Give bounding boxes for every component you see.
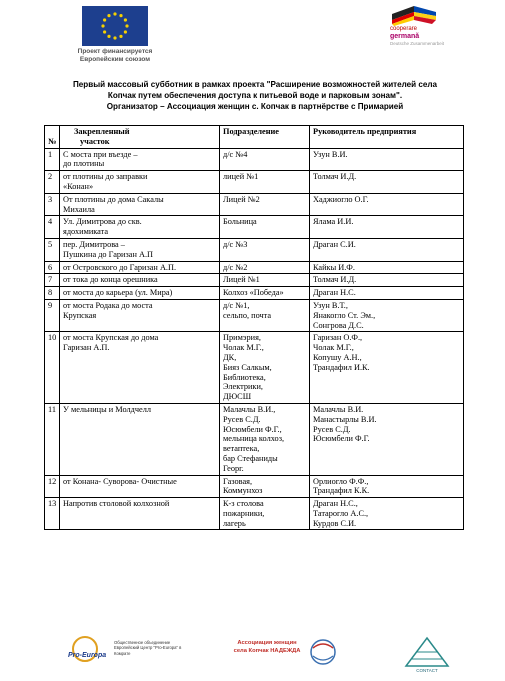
- area-cell: [60, 193, 220, 216]
- unit-cell-line: Колхоз «Победа»: [223, 288, 284, 298]
- unit-cell-line: Бияз Салкым,: [223, 362, 272, 372]
- area-cell-line: ядохимиката: [63, 227, 109, 237]
- table-row: [45, 498, 464, 530]
- unit-cell-line: Больница: [223, 217, 257, 227]
- head-cell-line: Курдов С.И.: [313, 518, 357, 528]
- unit-cell-line: Русев С.Д.: [223, 414, 261, 424]
- unit-cell-line: Георг.: [223, 463, 244, 473]
- row-number: 13: [45, 498, 60, 530]
- row-number: 8: [45, 287, 60, 300]
- unit-cell-line: ДК,: [223, 352, 237, 362]
- unit-cell: [220, 238, 310, 261]
- head-cell-line: Янакогло Ст. Эм.,: [313, 310, 376, 320]
- area-cell-line: Пушкина до Гаризан А.П: [63, 249, 154, 259]
- area-cell: [60, 216, 220, 239]
- assignment-table: [44, 125, 464, 530]
- table-row: [45, 332, 464, 404]
- head-cell-line: Драган Н.С.: [313, 288, 356, 298]
- pyramid-icon: [404, 636, 450, 668]
- head-cell-line: Манастырлы В.И.: [313, 414, 377, 424]
- eu-flag-logo: [82, 6, 148, 46]
- head-cell-line: Кайкы И.Ф.: [313, 262, 355, 272]
- unit-cell-line: К-з столова: [223, 499, 264, 509]
- area-cell: [60, 299, 220, 331]
- head-cell: [310, 238, 464, 261]
- women-association-logo: Ассоциация женщин села Копчак НАДЕЖДА: [226, 636, 346, 672]
- document-title: Первый массовый субботник в рамках проекта "Расширение возможностей жителей села Копчак путем обеспечения доступа к питьевой воде и парковым зонам". Организатор – Ассоциация женщин с. Копчак в партнёрстве с Примарией: [72, 80, 438, 111]
- eu-caption: Проект финансируется Европейским союзом: [77, 48, 153, 64]
- table-row: [45, 274, 464, 287]
- head-cell: [310, 171, 464, 194]
- area-cell-line: «Конан»: [63, 181, 94, 191]
- row-number: 5: [45, 238, 60, 261]
- unit-cell: [220, 274, 310, 287]
- header-unit: Подразделение: [220, 126, 310, 149]
- pro-europa-logo: Pro-Europa Общественное объединение Европейский Центр "Pro-Europa" в Комрате: [68, 636, 198, 672]
- unit-cell-line: Лицей №2: [223, 194, 260, 204]
- area-cell-line: От плотины до дома Сакалы: [63, 194, 164, 204]
- area-cell-line: Ул. Димитрова до скв.: [63, 217, 142, 227]
- row-number: 12: [45, 475, 60, 498]
- head-cell-line: Хаджиогло О.Г.: [313, 194, 369, 204]
- header-num: №: [45, 126, 60, 149]
- globe-icon: [308, 636, 338, 668]
- unit-cell: [220, 287, 310, 300]
- table-row: [45, 287, 464, 300]
- area-cell-line: до плотины: [63, 159, 105, 169]
- area-cell: [60, 332, 220, 404]
- area-cell-line: Крупская: [63, 310, 97, 320]
- area-cell-line: пер. Димитрова –: [63, 239, 125, 249]
- head-cell: [310, 148, 464, 171]
- unit-cell: [220, 332, 310, 404]
- area-cell: [60, 498, 220, 530]
- area-cell-line: от Островского до Гаризан А.П.: [63, 262, 177, 272]
- table-row: [45, 475, 464, 498]
- unit-cell-line: лицей №1: [223, 172, 259, 182]
- head-cell-line: Гаризан О.Ф.,: [313, 333, 363, 343]
- head-cell: [310, 287, 464, 300]
- area-cell-line: Напротив столовой колхозной: [63, 499, 170, 509]
- unit-cell-line: д/с №1,: [223, 300, 250, 310]
- head-cell-line: Татарогло А.С.,: [313, 508, 369, 518]
- head-cell: [310, 475, 464, 498]
- unit-cell-line: Юсюмбели Ф.Г.,: [223, 424, 282, 434]
- unit-cell-line: д/с №3: [223, 239, 248, 249]
- unit-cell-line: Чолак М.Г.,: [223, 343, 264, 353]
- head-cell-line: Толмач И.Д.: [313, 275, 357, 285]
- head-cell-line: Русев С.Д.: [313, 424, 351, 434]
- unit-cell: [220, 216, 310, 239]
- table-header-row: [45, 126, 464, 149]
- area-cell: [60, 403, 220, 475]
- flags-icon: [392, 4, 436, 26]
- row-number: 10: [45, 332, 60, 404]
- area-cell-line: от моста Крупская до дома: [63, 333, 159, 343]
- row-number: 1: [45, 148, 60, 171]
- unit-cell-line: Библиотека,: [223, 372, 266, 382]
- unit-cell-line: д/с №4: [223, 149, 248, 159]
- head-cell-line: Трандафил И.К.: [313, 362, 370, 372]
- row-number: 9: [45, 299, 60, 331]
- unit-cell-line: Лицей №1: [223, 275, 260, 285]
- head-cell: [310, 261, 464, 274]
- german-cooperation-logo: cooperare germană Deutsche Zusammenarbeit: [380, 4, 450, 50]
- unit-cell-line: мельница колхоз,: [223, 434, 285, 444]
- head-cell: [310, 193, 464, 216]
- area-cell-line: от тока до конца орешника: [63, 275, 158, 285]
- head-cell: [310, 216, 464, 239]
- table-row: [45, 148, 464, 171]
- area-cell: [60, 261, 220, 274]
- unit-cell-line: Малачлы В.И.,: [223, 404, 276, 414]
- unit-cell-line: бар Стефаниды: [223, 453, 278, 463]
- head-cell: [310, 299, 464, 331]
- table-row: [45, 299, 464, 331]
- head-cell-line: Малачлы В.И.: [313, 404, 364, 414]
- area-cell: [60, 238, 220, 261]
- eu-stars-icon: [82, 6, 148, 46]
- area-cell-line: С моста при въезде –: [63, 149, 138, 159]
- row-number: 2: [45, 171, 60, 194]
- head-cell-line: Толмач И.Д.: [313, 172, 357, 182]
- head-cell-line: Копушу А.Н.,: [313, 352, 362, 362]
- unit-cell-line: ветаптека,: [223, 444, 260, 454]
- row-number: 11: [45, 403, 60, 475]
- unit-cell-line: д/с №2: [223, 262, 248, 272]
- head-cell: [310, 274, 464, 287]
- head-cell-line: Чолак М.Г.,: [313, 343, 354, 353]
- area-cell: [60, 274, 220, 287]
- area-cell: [60, 148, 220, 171]
- area-cell: [60, 287, 220, 300]
- table-row: [45, 193, 464, 216]
- row-number: 6: [45, 261, 60, 274]
- head-cell-line: Драган С.И.: [313, 239, 356, 249]
- head-cell: [310, 332, 464, 404]
- unit-cell: [220, 475, 310, 498]
- head-cell-line: Юсюмбели Ф.Г.: [313, 434, 370, 444]
- area-cell-line: от Конана- Суворова- Очистные: [63, 476, 177, 486]
- row-number: 3: [45, 193, 60, 216]
- area-cell: [60, 171, 220, 194]
- area-cell-line: от моста до карьера (ул. Мира): [63, 288, 173, 298]
- table-row: [45, 216, 464, 239]
- head-cell-line: Узун В.Т.,: [313, 300, 348, 310]
- table-row: [45, 238, 464, 261]
- area-cell-line: от моста Родака до моста: [63, 300, 153, 310]
- unit-cell-line: Электрики,: [223, 382, 263, 392]
- unit-cell: [220, 148, 310, 171]
- unit-cell: [220, 403, 310, 475]
- row-number: 4: [45, 216, 60, 239]
- area-cell: [60, 475, 220, 498]
- head-cell: [310, 498, 464, 530]
- unit-cell: [220, 498, 310, 530]
- header-head: Руководитель предприятия: [310, 126, 464, 149]
- table-row: [45, 171, 464, 194]
- unit-cell-line: ДЮСШ: [223, 392, 252, 402]
- head-cell-line: Орлиогло Ф.Ф.,: [313, 476, 369, 486]
- head-cell-line: Узун В.И.: [313, 149, 348, 159]
- unit-cell: [220, 299, 310, 331]
- head-cell: [310, 403, 464, 475]
- unit-cell-line: лагерь: [223, 518, 246, 528]
- head-cell-line: Ялама И.И.: [313, 217, 354, 227]
- unit-cell-line: Примэрия,: [223, 333, 261, 343]
- area-cell-line: У мельницы и Молдчелл: [63, 404, 151, 414]
- contact-logo: CONTACT: [404, 636, 454, 676]
- unit-cell: [220, 171, 310, 194]
- unit-cell-line: Коммунхоз: [223, 486, 263, 496]
- unit-cell-line: Газовая,: [223, 476, 253, 486]
- area-cell-line: Михаила: [63, 204, 95, 214]
- unit-cell: [220, 193, 310, 216]
- area-cell-line: Гаризан А.П.: [63, 343, 110, 353]
- table-row: [45, 261, 464, 274]
- unit-cell-line: пожарники,: [223, 508, 265, 518]
- unit-cell-line: сельпо, почта: [223, 310, 272, 320]
- row-number: 7: [45, 274, 60, 287]
- table-row: [45, 403, 464, 475]
- head-cell-line: Сонгрова Д.С.: [313, 320, 364, 330]
- head-cell-line: Трандафил К.К.: [313, 486, 370, 496]
- head-cell-line: Драган Н.С.,: [313, 499, 358, 509]
- unit-cell: [220, 261, 310, 274]
- area-cell-line: от плотины до заправки: [63, 172, 148, 182]
- header-area: Закрепленный участок: [60, 126, 220, 149]
